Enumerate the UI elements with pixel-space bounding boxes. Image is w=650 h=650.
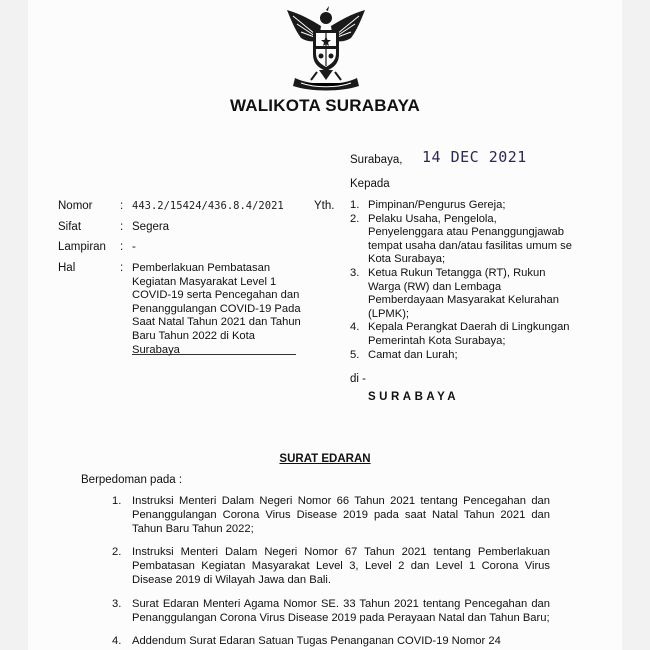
list-item-number: 3. xyxy=(350,266,360,279)
hal-label: Hal xyxy=(58,262,76,274)
list-item-number: 1. xyxy=(350,199,360,211)
addressee-place: SURABAYA xyxy=(368,391,460,403)
sifat-value: Segera xyxy=(132,221,170,233)
list-item-text: Ketua Rukun Tetangga (RT), Rukun Warga (RW) dan Lembaga Pemberdayaan Masyarakat Kelurahan (LPMK); xyxy=(368,266,559,320)
list-item-text: Camat dan Lurah; xyxy=(368,348,458,361)
list-item-number: 5. xyxy=(350,348,360,361)
garuda-emblem-icon xyxy=(281,6,371,92)
lampiran-value: - xyxy=(132,241,136,253)
list-item xyxy=(350,199,575,213)
list-item-text: Instruksi Menteri Dalam Negeri Nomor 67 Tahun 2021 tentang Pemberlakuan Pembatasan Kegiatan Masyarakat Level 3, Level 2 dan Level 1 Corona Virus Disease 2019 di Wilayah Jawa dan Bali. xyxy=(132,546,550,586)
list-item-number: 2. xyxy=(350,212,360,225)
nomor-label: Nomor xyxy=(58,200,93,212)
list-item xyxy=(112,546,550,587)
body-intro: Berpedoman pada : xyxy=(81,474,183,486)
list-item-text: Kepala Perangkat Daerah di Lingkungan Pemerintah Kota Surabaya; xyxy=(368,321,570,347)
hal-value: Pemberlakuan Pembatasan Kegiatan Masyarakat Level 1 COVID-19 serta Pencegahan dan Penanggulangan COVID-19 Pada Saat Natal Tahun 2021 dan Tahun Baru Tahun 2022 di Kota Surabaya xyxy=(132,262,301,356)
document-heading-text: SURAT EDARAN xyxy=(279,453,371,465)
di-label: di - xyxy=(350,373,366,385)
lampiran-label: Lampiran xyxy=(58,241,106,253)
list-item xyxy=(112,598,550,626)
nomor-value: 443.2/15424/436.8.4/2021 xyxy=(132,200,284,212)
list-item-text: Addendum Surat Edaran Satuan Tugas Penanganan COVID-19 Nomor 24 xyxy=(132,635,501,648)
list-item xyxy=(350,349,575,363)
list-item-number: 3. xyxy=(112,597,122,610)
hal-colon: : xyxy=(120,262,124,274)
list-item xyxy=(350,321,575,348)
lampiran-colon: : xyxy=(120,241,124,253)
nomor-colon: : xyxy=(120,200,124,212)
list-item-text: Instruksi Menteri Dalam Negeri Nomor 66 Tahun 2021 tentang Pencegahan dan Penanggulangan Corona Virus Disease 2019 pada saat Natal Tahun 2021 dan Tahun Baru Tahun 2022; xyxy=(132,495,550,535)
list-item xyxy=(350,267,575,321)
list-item-number: 4. xyxy=(112,635,122,648)
dateline-city: Surabaya, xyxy=(350,154,403,166)
kepada-label: Kepada xyxy=(350,178,390,190)
list-item-number: 2. xyxy=(112,546,122,559)
addressee-list xyxy=(350,199,575,362)
list-item-text: Pelaku Usaha, Pengelola, Penyelenggara atau Penanggungjawab tempat usaha dan/atau fasilitas umum se Kota Surabaya; xyxy=(368,212,572,266)
yth-label: Yth. xyxy=(314,200,335,212)
letterhead-title: WALIKOTA SURABAYA xyxy=(229,96,421,115)
document-heading xyxy=(28,453,622,465)
date-stamp: 14 DEC 2021 xyxy=(422,148,527,166)
list-item-text: Surat Edaran Menteri Agama Nomor SE. 33 Tahun 2021 tentang Pencegahan dan Penanggulangan Corona Virus Disease 2019 pada Perayaan Natal dan Tahun Baru; xyxy=(132,597,550,624)
sifat-label: Sifat xyxy=(58,221,82,233)
list-item xyxy=(112,635,550,649)
hal-underline xyxy=(132,354,296,355)
list-item xyxy=(112,495,550,536)
list-item-text: Pimpinan/Pengurus Gereja; xyxy=(368,199,506,211)
document-page xyxy=(28,0,622,650)
list-item-number: 1. xyxy=(112,495,122,507)
list-item-number: 4. xyxy=(350,321,360,334)
list-item xyxy=(350,213,575,267)
reference-list xyxy=(112,495,550,650)
sifat-colon: : xyxy=(120,221,124,233)
